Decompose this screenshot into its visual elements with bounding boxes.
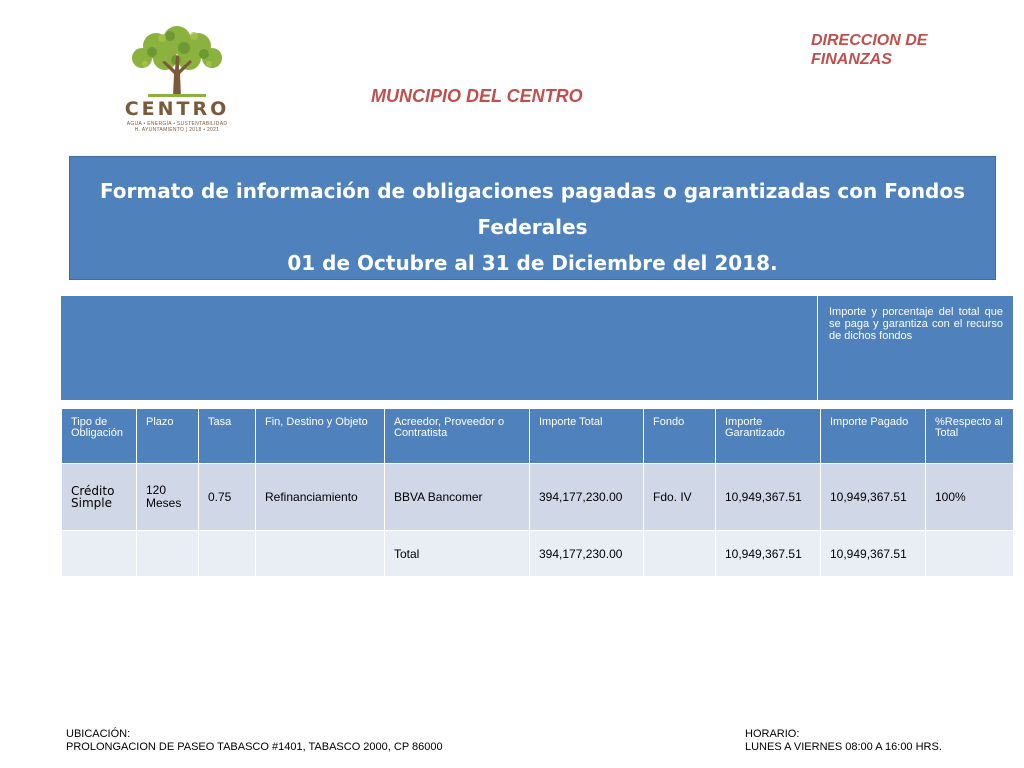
total-empty-cell bbox=[137, 531, 199, 577]
municipality-name: MUNCIPIO DEL CENTRO bbox=[371, 86, 583, 106]
department-line2: FINANZAS bbox=[811, 51, 892, 68]
cell-fondo: Fdo. IV bbox=[644, 464, 716, 531]
total-empty-cell bbox=[62, 531, 137, 577]
title-line2: Federales bbox=[477, 215, 588, 239]
centro-logo bbox=[118, 22, 236, 134]
col-header-tasa: Tasa bbox=[199, 409, 256, 464]
col-header-importe-total: Importe Total bbox=[530, 409, 644, 464]
col-header-garantizado: Importe Garantizado bbox=[716, 409, 821, 464]
table-row bbox=[62, 464, 1014, 531]
logo-wordmark: CENTRO bbox=[124, 98, 230, 120]
total-empty-cell bbox=[199, 531, 256, 577]
cell-porcentaje: 100% bbox=[926, 464, 1014, 531]
total-pagado: 10,949,367.51 bbox=[821, 531, 926, 577]
col-header-porcentaje: %Respecto al Total bbox=[926, 409, 1014, 464]
total-garantizado: 10,949,367.51 bbox=[716, 531, 821, 577]
department-line1: DIRECCION DE bbox=[811, 32, 928, 49]
tree-icon bbox=[118, 22, 236, 98]
title-line3: 01 de Octubre al 31 de Diciembre del 2018. bbox=[287, 251, 778, 275]
total-label: Total bbox=[385, 531, 530, 577]
cell-plazo: 120 Meses bbox=[137, 464, 199, 531]
col-header-fin: Fin, Destino y Objeto bbox=[256, 409, 385, 464]
cell-acreedor: BBVA Bancomer bbox=[385, 464, 530, 531]
cell-pagado: 10,949,367.51 bbox=[821, 464, 926, 531]
total-empty-cell bbox=[256, 531, 385, 577]
hours-label: HORARIO: bbox=[745, 728, 800, 740]
table-header-row bbox=[62, 409, 1014, 464]
cell-garantizado: 10,949,367.51 bbox=[716, 464, 821, 531]
location-label: UBICACIÓN: bbox=[66, 728, 131, 740]
total-importe-total: 394,177,230.00 bbox=[530, 531, 644, 577]
obligations-table bbox=[61, 408, 1014, 577]
col-header-pagado: Importe Pagado bbox=[821, 409, 926, 464]
header-band-note: Importe y porcentaje del total que se paga y garantiza con el recurso de dichos fondos bbox=[829, 306, 1003, 342]
cell-tipo: Crédito Simple bbox=[62, 464, 137, 531]
col-header-fondo: Fondo bbox=[644, 409, 716, 464]
location-value: PROLONGACION DE PASEO TABASCO #1401, TABASCO 2000, CP 86000 bbox=[66, 741, 443, 753]
hours-value: LUNES A VIERNES 08:00 A 16:00 HRS. bbox=[745, 741, 942, 753]
footer-location bbox=[66, 728, 443, 754]
cell-fin: Refinanciamiento bbox=[256, 464, 385, 531]
total-empty-cell bbox=[644, 531, 716, 577]
table-header-band bbox=[61, 296, 1013, 400]
header-band-blank bbox=[61, 296, 818, 400]
cell-importe-total: 394,177,230.00 bbox=[530, 464, 644, 531]
total-empty-cell bbox=[926, 531, 1014, 577]
document-title bbox=[69, 156, 996, 280]
col-header-tipo: Tipo de Obligación bbox=[62, 409, 137, 464]
title-line1: Formato de información de obligaciones pagadas o garantizadas con Fondos bbox=[99, 179, 966, 203]
department-name bbox=[811, 31, 981, 69]
col-header-acreedor: Acreedor, Proveedor o Contratista bbox=[385, 409, 530, 464]
footer-hours bbox=[745, 728, 942, 754]
table-total-row bbox=[62, 531, 1014, 577]
logo-subtitle: H. AYUNTAMIENTO | 2018 • 2021 bbox=[134, 127, 220, 133]
col-header-plazo: Plazo bbox=[137, 409, 199, 464]
logo-tagline: AGUA • ENERGÍA • SUSTENTABILIDAD bbox=[126, 121, 228, 127]
cell-tasa: 0.75 bbox=[199, 464, 256, 531]
